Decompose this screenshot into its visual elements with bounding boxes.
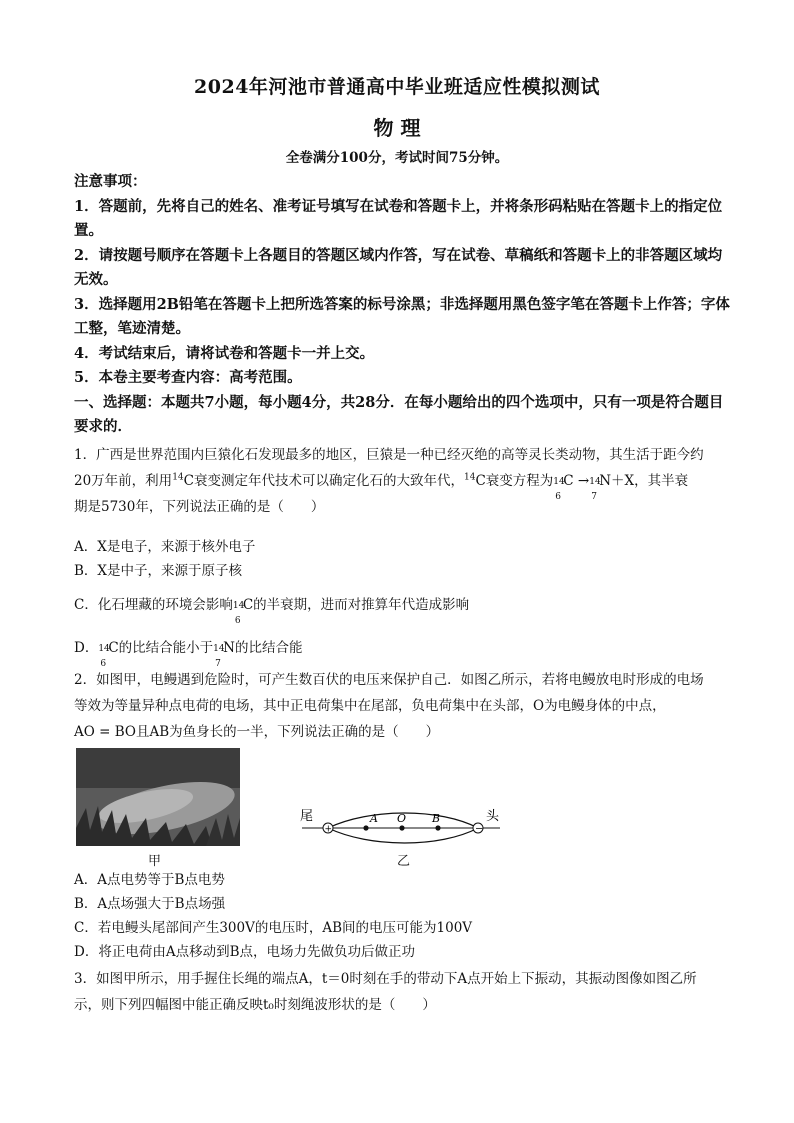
q2-line2: 等效为等量异种点电荷的电场，其中正电荷集中在尾部，负电荷集中在头部，O为电鳗身体的中点，: [74, 698, 666, 714]
head-label: 头: [486, 809, 500, 824]
exam-subject: 物 理: [373, 116, 421, 140]
minus-sign: −: [475, 823, 484, 835]
q2-option-c: C．若电鳗头尾部间产生300V的电压时，AB间的电压可能为100V: [74, 920, 473, 936]
notice-item: 1．答题前，先将自己的姓名、准考证号填写在试卷和答题卡上，并将条形码粘贴在答题卡上的指定位置。: [74, 197, 723, 239]
point-b-label: B: [432, 812, 441, 825]
q1-option-a: A．X是电子，来源于核外电子: [74, 539, 256, 555]
figure-label-jia: 甲: [148, 854, 162, 869]
notice-item: 3．选择题用2B铅笔在答题卡上把所选答案的标号涂黑；非选择题用黑色签字笔在答题卡上作答；字体工整，笔迹清楚。: [74, 295, 730, 337]
exam-title: 2024年河池市普通高中毕业班适应性模拟测试: [194, 76, 600, 98]
question-1: [74, 442, 734, 520]
point-o-label: O: [397, 812, 407, 825]
point-a: [363, 825, 368, 830]
eel-photo: [76, 748, 240, 846]
section-heading: 一、选择题：本题共7小题，每小题4分，共28分．在每小题给出的四个选项中，只有一项是符合题目要求的．: [74, 393, 724, 435]
notice-section: [74, 170, 734, 440]
notice-item: 2．请按题号顺序在答题卡上各题目的答题区域内作答，写在试卷、草稿纸和答题卡上的非答题区域均无效。: [74, 246, 723, 288]
exam-meta: 全卷满分100分，考试时间75分钟。: [285, 150, 509, 166]
q1-option-d: D． 14 6 C的比结合能小于 14 7 N的比结合能: [74, 640, 303, 669]
q2-line1: 2．如图甲，电鳗遇到危险时，可产生数百伏的电压来保护自己．如图乙所示，若将电鳗放电时形成的电场: [74, 672, 704, 688]
notice-item: 5．本卷主要考查内容：高考范围。: [74, 369, 302, 386]
notice-heading: 注意事项：: [74, 173, 147, 190]
q3-line1: 3．如图甲所示，用手握住长绳的端点A，t＝0时刻在手的带动下A点开始上下振动，其振动图像如图乙所: [74, 971, 697, 987]
q1-line2: 20万年前，利用$^{14}$C衰变测定年代技术可以确定化石的大致年代，$^{14}$C衰变方程为 14 6 C → 14 7 N＋X，其半衰: [74, 472, 689, 502]
point-b: [435, 825, 440, 830]
q1-option-b: B．X是中子，来源于原子核: [74, 563, 243, 579]
notice-item: 4．考试结束后，请将试卷和答题卡一并上交。: [74, 344, 375, 362]
question-2: [74, 667, 734, 745]
plus-sign: +: [324, 824, 333, 835]
q1-line3: 期是5730年，下列说法正确的是（ ）: [74, 499, 325, 515]
question-3: [74, 966, 734, 1018]
q2-line3: AO = BO且AB为鱼身长的一半，下列说法正确的是（ ）: [74, 724, 440, 740]
point-a-label: A: [370, 812, 378, 825]
figure-label-yi: 乙: [397, 854, 411, 869]
eel-field-diagram: [290, 800, 510, 850]
q1-line1: 1．广西是世界范围内巨猿化石发现最多的地区，巨猿是一种已经灭绝的高等灵长类动物，其生活于距今约: [74, 447, 704, 463]
q2-option-b: B．A点场强大于B点场强: [74, 896, 226, 912]
q1-option-c: C．化石埋藏的环境会影响 14 6 C的半衰期，进而对推算年代造成影响: [74, 597, 470, 626]
q2-options: [74, 868, 734, 964]
q3-line2: 示，则下列四幅图中能正确反映t₀时刻绳波形状的是（ ）: [74, 997, 436, 1013]
q2-option-a: A．A点电势等于B点电势: [74, 872, 225, 888]
point-o: [399, 825, 404, 830]
tail-label: 尾: [300, 809, 314, 824]
q1-options: [74, 535, 734, 583]
q2-option-d: D．将正电荷由A点移动到B点，电场力先做负功后做正功: [74, 944, 415, 960]
